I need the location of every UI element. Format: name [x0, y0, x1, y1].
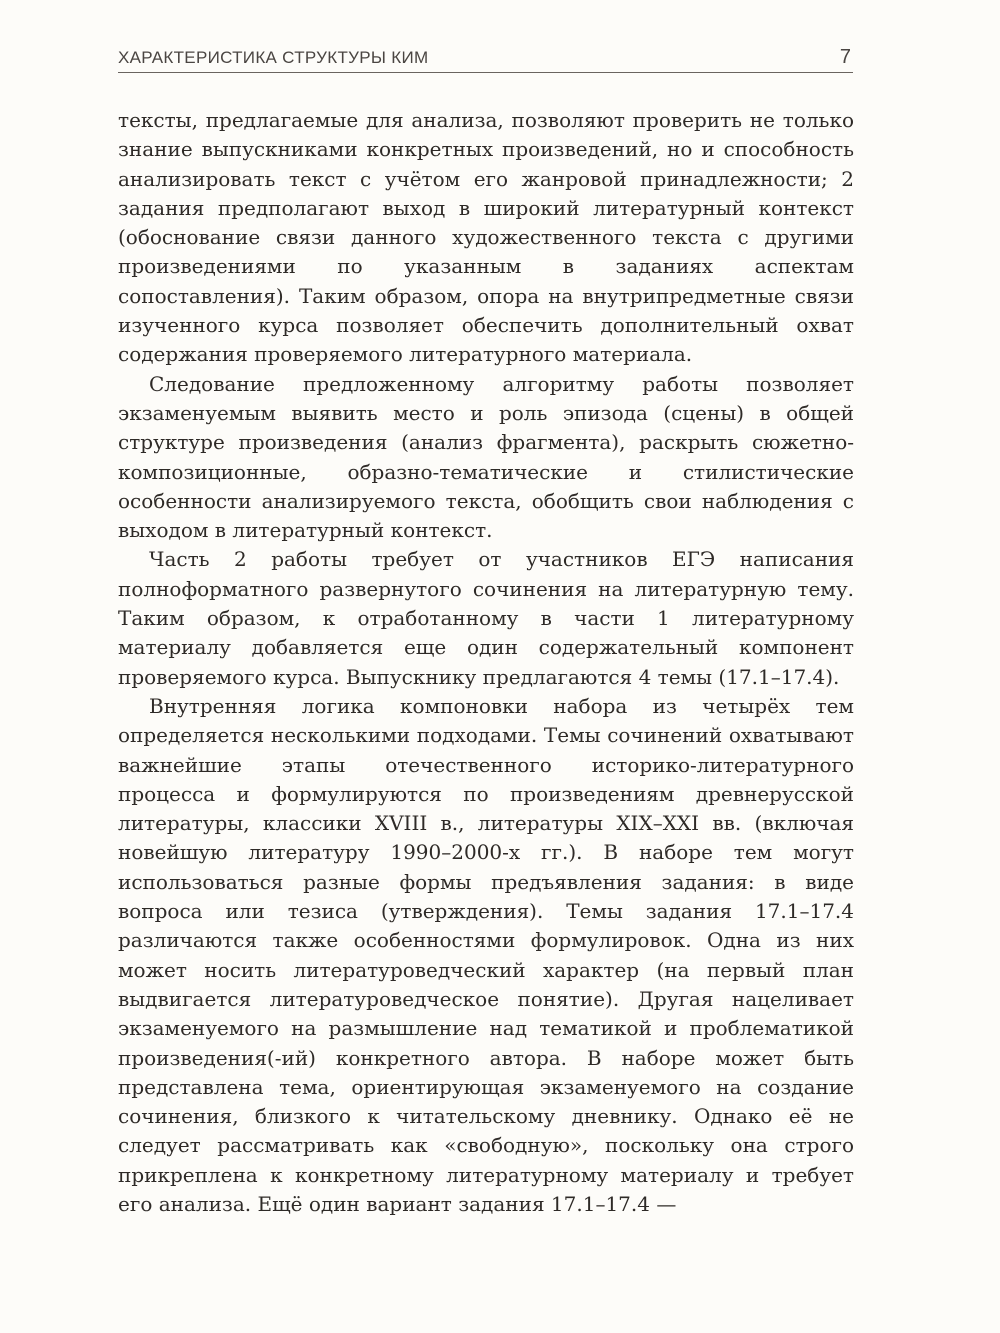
body-text — [118, 106, 854, 1219]
paragraph: Внутренняя логика компоновки набора из четырёх тем определяется несколькими подходами. Темы сочинений охватывают важнейшие этапы отечественного историко-литературного процесса и формулируются по произведениям древнерусской литературы, классики XVIII в., литературы XIX–XXI вв. (включая новейшую литературу 1990–2000-х гг.). В наборе тем могут использоваться разные формы предъявления задания: в виде вопроса или тезиса (утверждения). Темы задания 17.1–17.4 различаются также особенностями формулировок. Одна из них может носить литературоведческий характер (на первый план выдвигается литературоведческое понятие). Другая нацеливает экзаменуемого на размышление над тематикой и проблематикой произведения(-ий) конкретного автора. В наборе может быть представлена тема, ориентирующая экзаменуемого на создание сочинения, близкого к читательскому дневнику. Однако её не следует рассматривать как «свободную», поскольку она строго прикреплена к конкретному литературному материалу и требует его анализа. Ещё один вариант задания 17.1–17.4 — — [118, 693, 854, 1216]
paragraph: Часть 2 работы требует от участников ЕГЭ написания полноформатного развернутого сочинения на литературную тему. Таким образом, к отработанному в части 1 литературному материалу добавляется еще один содержательный компонент проверяемого курса. Выпускнику предлагаются 4 темы (17.1–17.4). — [118, 547, 854, 689]
paragraph: тексты, предлагаемые для анализа, позволяют проверить не только знание выпускниками конкретных произведений, но и способность анализировать текст с учётом его жанровой принадлежности; 2 задания предполагают выход в широкий литературный контекст (обоснование связи данного художественного текста с другими произведениями по указанным в заданиях аспектам сопоставления). Таким образом, опора на внутрипредметные связи изученного курса позволяет обеспечить дополнительный охват содержания проверяемого литературного материала. — [118, 108, 854, 367]
paragraph: Следование предложенному алгоритму работы позволяет экзаменуемым выявить место и роль эпизода (сцены) в общей структуре произведения (анализ фрагмента), раскрыть сюжетно-композиционные, образно-тематические и стилистические особенности анализируемого текста, обобщить свои наблюдения с выходом в литературный контекст. — [118, 371, 854, 543]
page-number: 7 — [839, 46, 851, 68]
page-header — [118, 42, 853, 73]
running-title: ХАРАКТЕРИСТИКА СТРУКТУРЫ КИМ — [118, 48, 429, 67]
